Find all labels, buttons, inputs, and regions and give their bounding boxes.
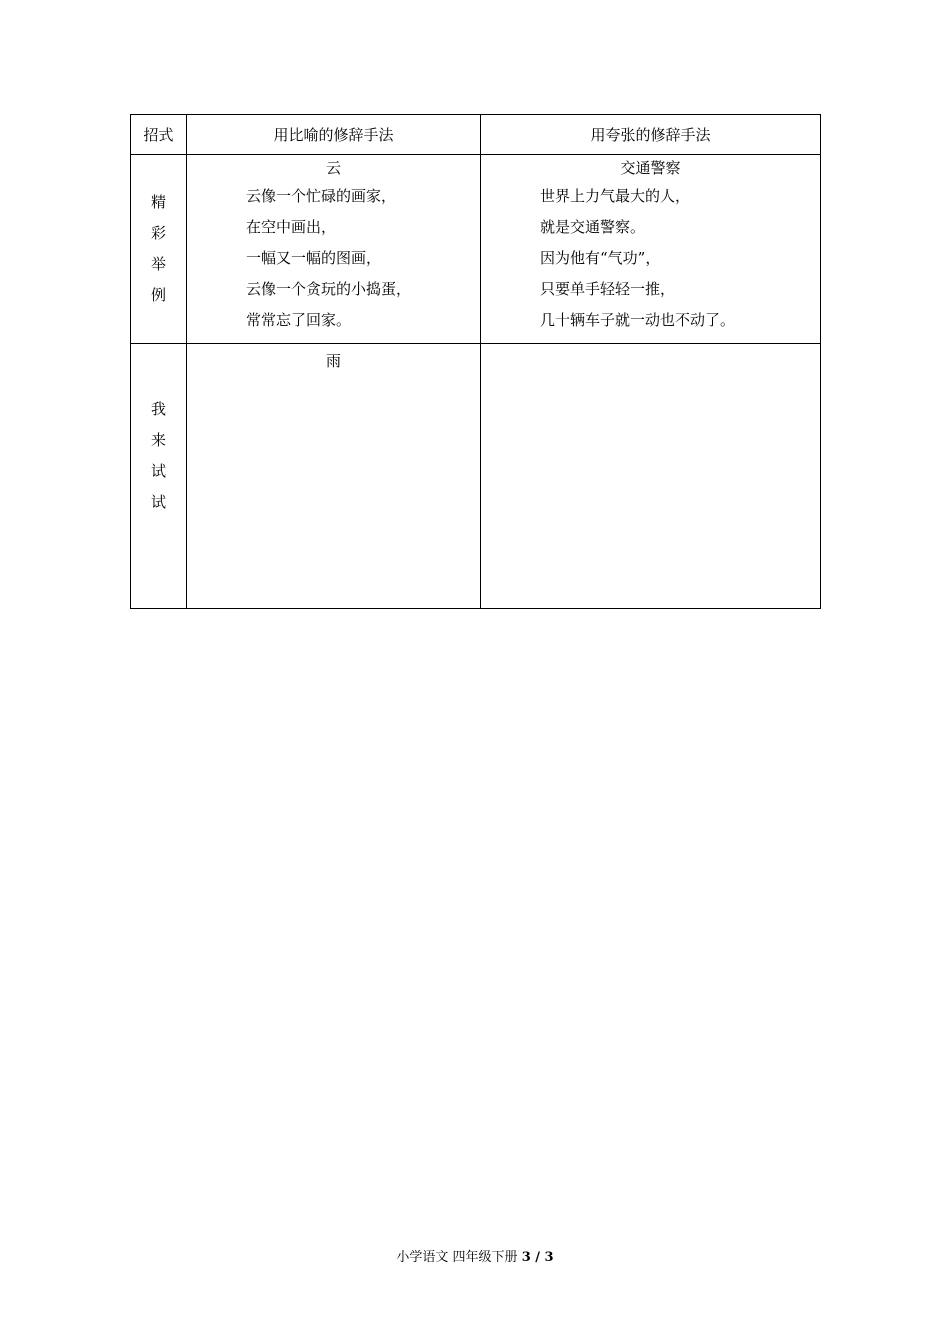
poem-title: 交通警察 — [620, 159, 681, 177]
poem-title: 云 — [325, 159, 341, 177]
poem-line: 云像一个忙碌的画家， — [246, 187, 397, 205]
table-header-row — [131, 115, 821, 155]
rhetoric-table — [130, 114, 821, 609]
try-row — [131, 344, 821, 609]
try-side-label — [131, 344, 187, 609]
metaphor-example-cell — [187, 155, 481, 344]
footer-text: 小学语文 四年级下册 — [396, 1250, 522, 1265]
poem-line: 因为他有“气功”， — [540, 249, 661, 267]
poem-line: 几十辆车子就一动也不动了。 — [540, 311, 736, 329]
side-char: 来 — [150, 431, 166, 449]
header-cell-technique: 招式 — [131, 115, 187, 155]
example-side-label — [131, 155, 187, 344]
poem-line: 在空中画出， — [246, 218, 337, 236]
hyperbole-try-cell[interactable] — [481, 344, 821, 609]
side-char: 彩 — [150, 224, 166, 242]
poem-line: 常常忘了回家。 — [246, 311, 352, 329]
side-char: 举 — [150, 255, 166, 273]
metaphor-try-cell[interactable] — [187, 344, 481, 609]
poem-line: 世界上力气最大的人， — [540, 187, 691, 205]
hyperbole-example-cell — [481, 155, 821, 344]
header-cell-hyperbole: 用夸张的修辞手法 — [481, 115, 821, 155]
side-char: 试 — [150, 493, 166, 511]
side-char: 例 — [150, 286, 166, 304]
try-title: 雨 — [325, 352, 341, 370]
poem-line: 云像一个贪玩的小捣蛋， — [246, 280, 412, 298]
page-number: 3 / 3 — [521, 1250, 554, 1265]
poem-line: 只要单手轻轻一推， — [540, 280, 676, 298]
side-char: 我 — [150, 400, 166, 418]
example-row — [131, 155, 821, 344]
try-title-hyperbole — [481, 344, 820, 348]
page-footer — [0, 1246, 950, 1265]
side-char: 精 — [150, 193, 166, 211]
side-char: 试 — [150, 462, 166, 480]
poem-line: 就是交通警察。 — [540, 218, 646, 236]
poem-line: 一幅又一幅的图画， — [246, 249, 382, 267]
header-cell-metaphor: 用比喻的修辞手法 — [187, 115, 481, 155]
